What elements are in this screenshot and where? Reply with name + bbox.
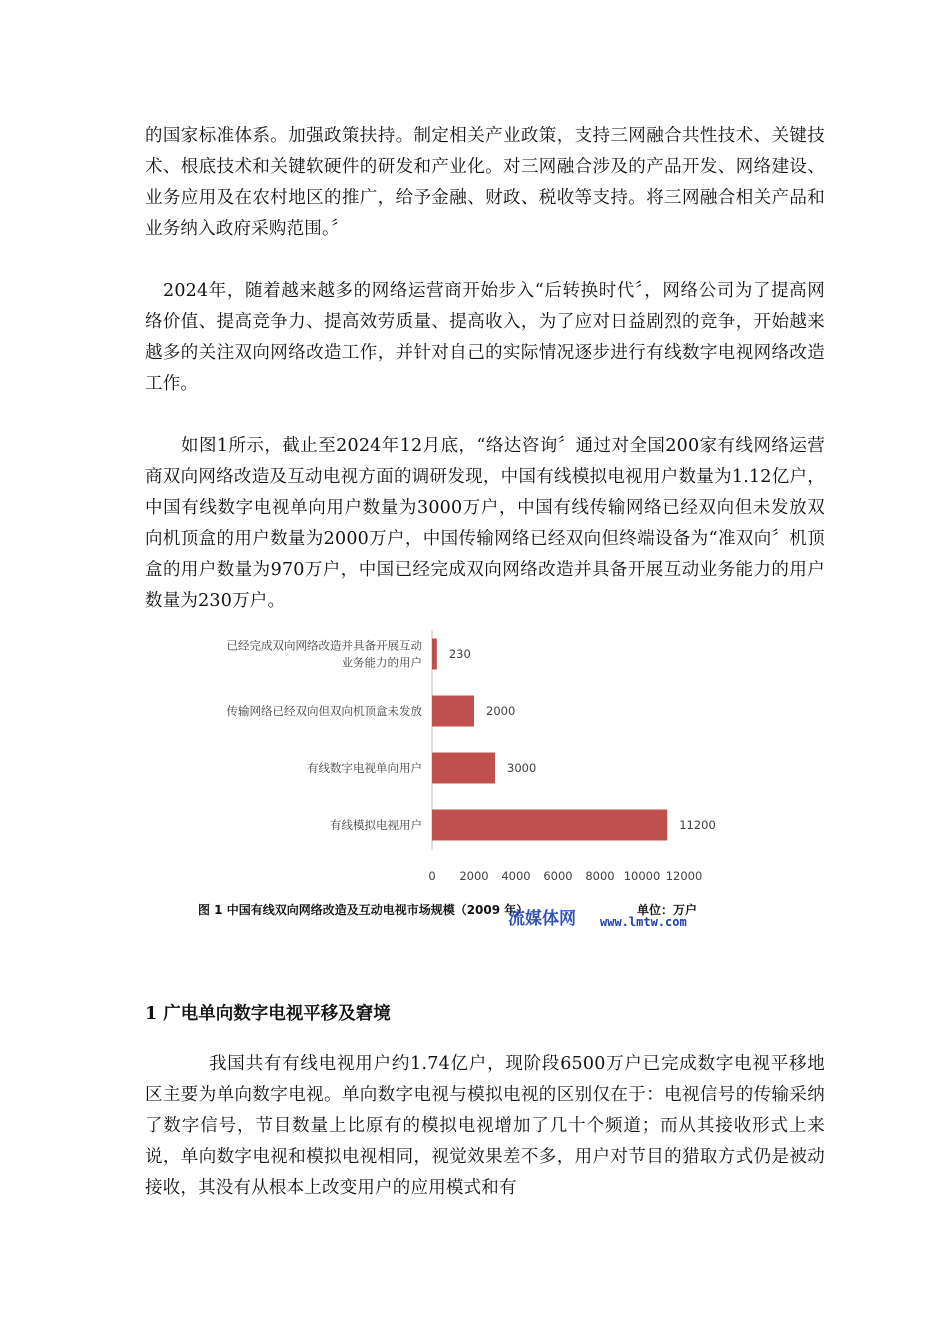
paragraph-figure-description: 如图1所示，截止至2024年12月底，“络达咨询〞通过对全国200家有线网络运营商双向网络改造及互动电视方面的调研发现，中国有线模拟电视用户数量为1.12亿户，中国有线数字电视单向用户数量为3000万户，中国有线传输网络已经双向但未发放双向机顶盒的用户数量为2000万户，中国传输网络已经双向但终端设备为“准双向〞机顶盒的用户数量为970万户，中国已经完成双向网络改造并具备开展互动业务能力的用户数量为230万户。: [145, 436, 825, 611]
figure-unit: 单位：万户: [637, 903, 698, 917]
category-label: 已经完成双向网络改造并具备开展互动: [226, 638, 422, 653]
watermark-url: www.lmtw.com: [600, 915, 687, 929]
value-label: 230: [448, 647, 471, 661]
figure-1: [180, 628, 725, 933]
bar-3: [432, 810, 667, 841]
category-label: 传输网络已经双向但双向机顶盒未发放: [226, 704, 422, 718]
x-tick-label: 0: [428, 869, 436, 883]
bar-1: [432, 696, 474, 727]
figure-caption: 图 1 中国有线双向网络改造及互动电视市场规模（2009 年）: [198, 903, 529, 917]
section-heading: 1 广电单向数字电视平移及窘境: [145, 1004, 391, 1024]
bar-chart: [180, 628, 725, 933]
value-label: 11200: [679, 818, 716, 832]
x-tick-label: 12000: [665, 869, 703, 883]
value-label: 2000: [486, 704, 516, 718]
x-tick-label: 6000: [543, 869, 573, 883]
paragraph-policy: 的国家标准体系。加强政策扶持。制定相关产业政策，支持三网融合共性技术、关键技术、根底技术和关键软硬件的研发和产业化。对三网融合涉及的产品开发、网络建设、业务应用及在农村地区的推广，给予金融、财政、税收等支持。将三网融合相关产品和业务纳入政府采购范围。〞: [145, 126, 825, 239]
x-tick-label: 4000: [501, 869, 531, 883]
value-label: 3000: [507, 761, 537, 775]
bar-2: [432, 753, 495, 784]
category-label: 有线模拟电视用户: [330, 818, 422, 832]
x-tick-label: 8000: [585, 869, 615, 883]
category-label: 有线数字电视单向用户: [307, 761, 422, 775]
x-tick-label: 10000: [623, 869, 661, 883]
paragraph-2024-overview: 2024年，随着越来越多的网络运营商开始步入“后转换时代〞，网络公司为了提高网络价值、提高竞争力、提高效劳质量、提高收入，为了应对日益剧烈的竞争，开始越来越多的关注双向网络改造工作，并针对自己的实际情况逐步进行有线数字电视网络改造工作。: [145, 281, 825, 394]
watermark-site-name: 流媒体网: [508, 909, 576, 929]
x-tick-label: 2000: [459, 869, 489, 883]
bar-0: [432, 639, 437, 670]
paragraph-one-way-digital-tv: 我国共有有线电视用户约1.74亿户，现阶段6500万户已完成数字电视平移地区主要为单向数字电视。单向数字电视与模拟电视的区别仅在于：电视信号的传输采纳了数字信号，节目数量上比原有的模拟电视增加了几十个频道；而从其接收形式上来说，单向数字电视和模拟电视相同，视觉效果差不多，用户对节目的猎取方式仍是被动接收，其没有从根本上改变用户的应用模式和有: [145, 1054, 825, 1198]
category-label: 业务能力的用户: [341, 655, 422, 670]
